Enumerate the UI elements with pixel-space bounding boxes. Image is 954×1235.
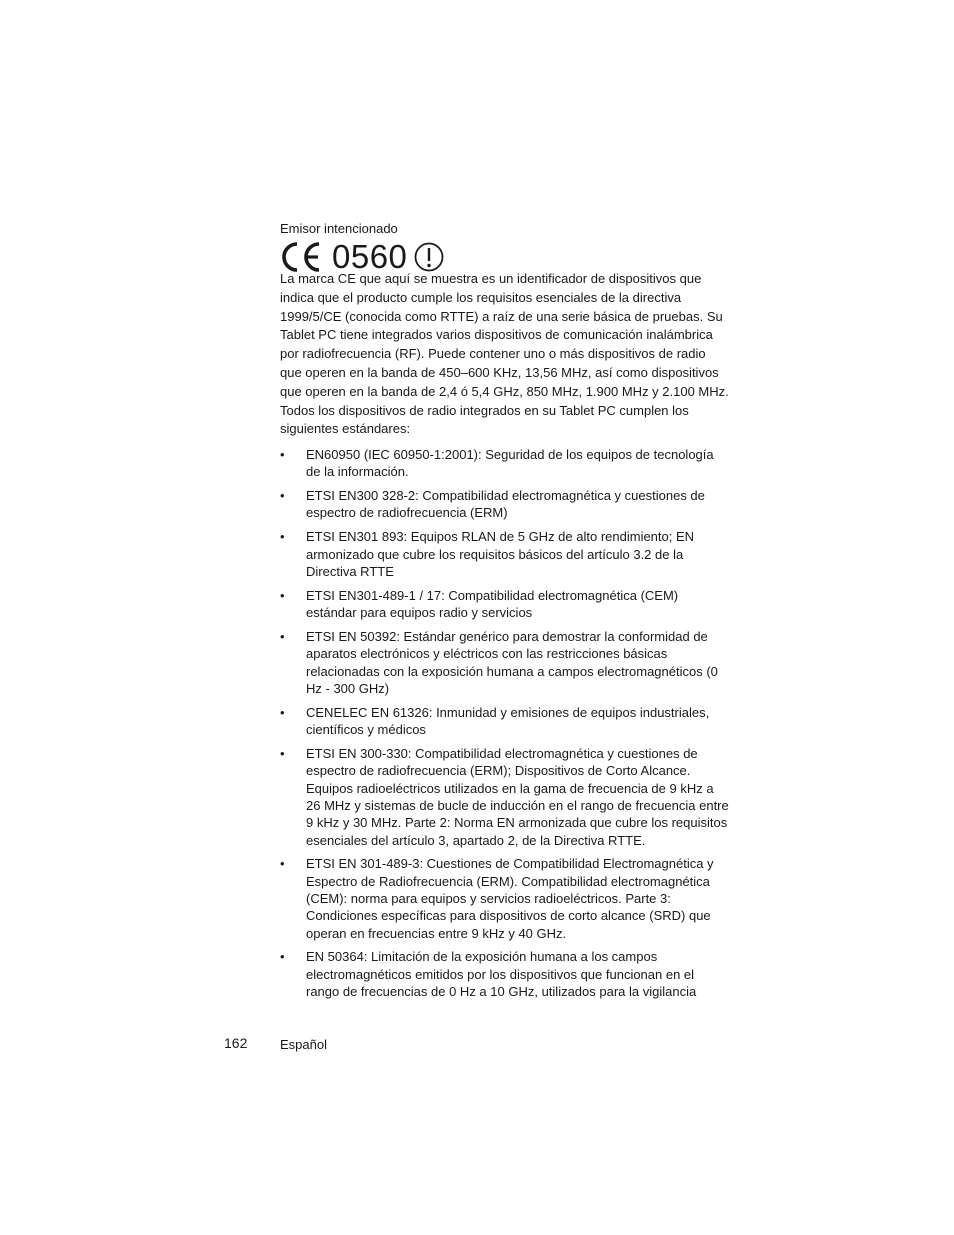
- list-item: [280, 704, 730, 739]
- bullet: •: [280, 629, 285, 645]
- standards-list: [280, 446, 730, 1007]
- list-item-text: ETSI EN300 328-2: Compatibilidad electromagnética y cuestiones de espectro de radiofrecuencia (ERM): [306, 488, 705, 521]
- bullet: •: [280, 746, 285, 762]
- section-title: Emisor intencionado: [280, 221, 398, 236]
- list-item-text: ETSI EN 301-489-3: Cuestiones de Compatibilidad Electromagnética y Espectro de Radiofrecuencia (ERM). Compatibilidad electromagnética (CEM): norma para equipos y servicios radioeléctricos. Parte 3: Condiciones específicas para dispositivos de corto alcance (SRD) que operan en frecuencias entre 9 kHz y 40 GHz.: [306, 856, 714, 941]
- bullet: •: [280, 856, 285, 872]
- bullet: •: [280, 529, 285, 545]
- notified-body-number: 0560: [332, 238, 408, 275]
- bullet: •: [280, 949, 285, 965]
- bullet: •: [280, 704, 285, 720]
- list-item: [280, 745, 730, 849]
- list-item-text: ETSI EN 50392: Estándar genérico para demostrar la conformidad de aparatos electrónicos y eléctricos con las restricciones básicas relacionadas con la exposición humana a campos electromagnéticos (0 Hz - 300 GHz): [306, 629, 718, 696]
- intro-paragraph: La marca CE que aquí se muestra es un identificador de dispositivos que indica que el producto cumple los requisitos esenciales de la directiva 1999/5/CE (conocida como RTTE) a raíz de una serie básica de pruebas. Su Tablet PC tiene integrados varios dispositivos de comunicación inalámbrica por radiofrecuencia (RF). Puede contener uno o más dispositivos de radio que operen en la banda de 450–600 KHz, 13,56 MHz, así como dispositivos que operen en la banda de 2,4 ó 5,4 GHz, 850 MHz, 1.900 MHz y 2.100 MHz. Todos los dispositivos de radio integrados en su Tablet PC cumplen los siguientes estándares:: [280, 271, 729, 437]
- list-item-text: EN 50364: Limitación de la exposición humana a los campos electromagnéticos emitidos por los dispositivos que funcionan en el rango de frecuencias de 0 Hz a 10 GHz, utilizados para la vigilancia: [306, 949, 697, 1000]
- list-item-text: EN60950 (IEC 60950-1:2001): Seguridad de los equipos de tecnología de la información.: [306, 447, 714, 480]
- bullet: •: [280, 447, 285, 462]
- bullet: •: [280, 587, 285, 603]
- list-item-text: CENELEC EN 61326: Inmunidad y emisiones de equipos industriales, científicos y médicos: [306, 704, 710, 738]
- list-item-text: ETSI EN301-489-1 / 17: Compatibilidad electromagnética (CEM) estándar para equipos radio y servicios: [306, 587, 679, 621]
- footer-language: Español: [280, 1037, 327, 1052]
- list-item-text: ETSI EN 300-330: Compatibilidad electromagnética y cuestiones de espectro de radiofrecuencia (ERM); Dispositivos de Corto Alcance. Equipos radioeléctricos utilizados en la gama de frecuencia de 9 kHz a 26 MHz y sistemas de bucle de inducción en el rango de frecuencia entre 9 kHz y 30 MHz. Parte 2: Norma EN armonizada que cubre los requisitos esenciales del artículo 3, apartado 2, de la Directiva RTTE.: [306, 746, 729, 848]
- list-item: [280, 446, 730, 481]
- list-item: [280, 587, 730, 622]
- alert-icon: [413, 241, 445, 273]
- list-item: [280, 948, 730, 1000]
- list-item: [280, 628, 730, 697]
- page-number: 162: [224, 1035, 248, 1051]
- list-item: [280, 855, 730, 941]
- ce-logo-icon: [278, 240, 326, 274]
- list-item: [280, 528, 730, 580]
- bullet: •: [280, 488, 285, 504]
- list-item: [280, 487, 730, 522]
- list-item-text: ETSI EN301 893: Equipos RLAN de 5 GHz de alto rendimiento; EN armonizado que cubre los requisitos básicos del artículo 3.2 de la Directiva RTTE: [306, 529, 695, 579]
